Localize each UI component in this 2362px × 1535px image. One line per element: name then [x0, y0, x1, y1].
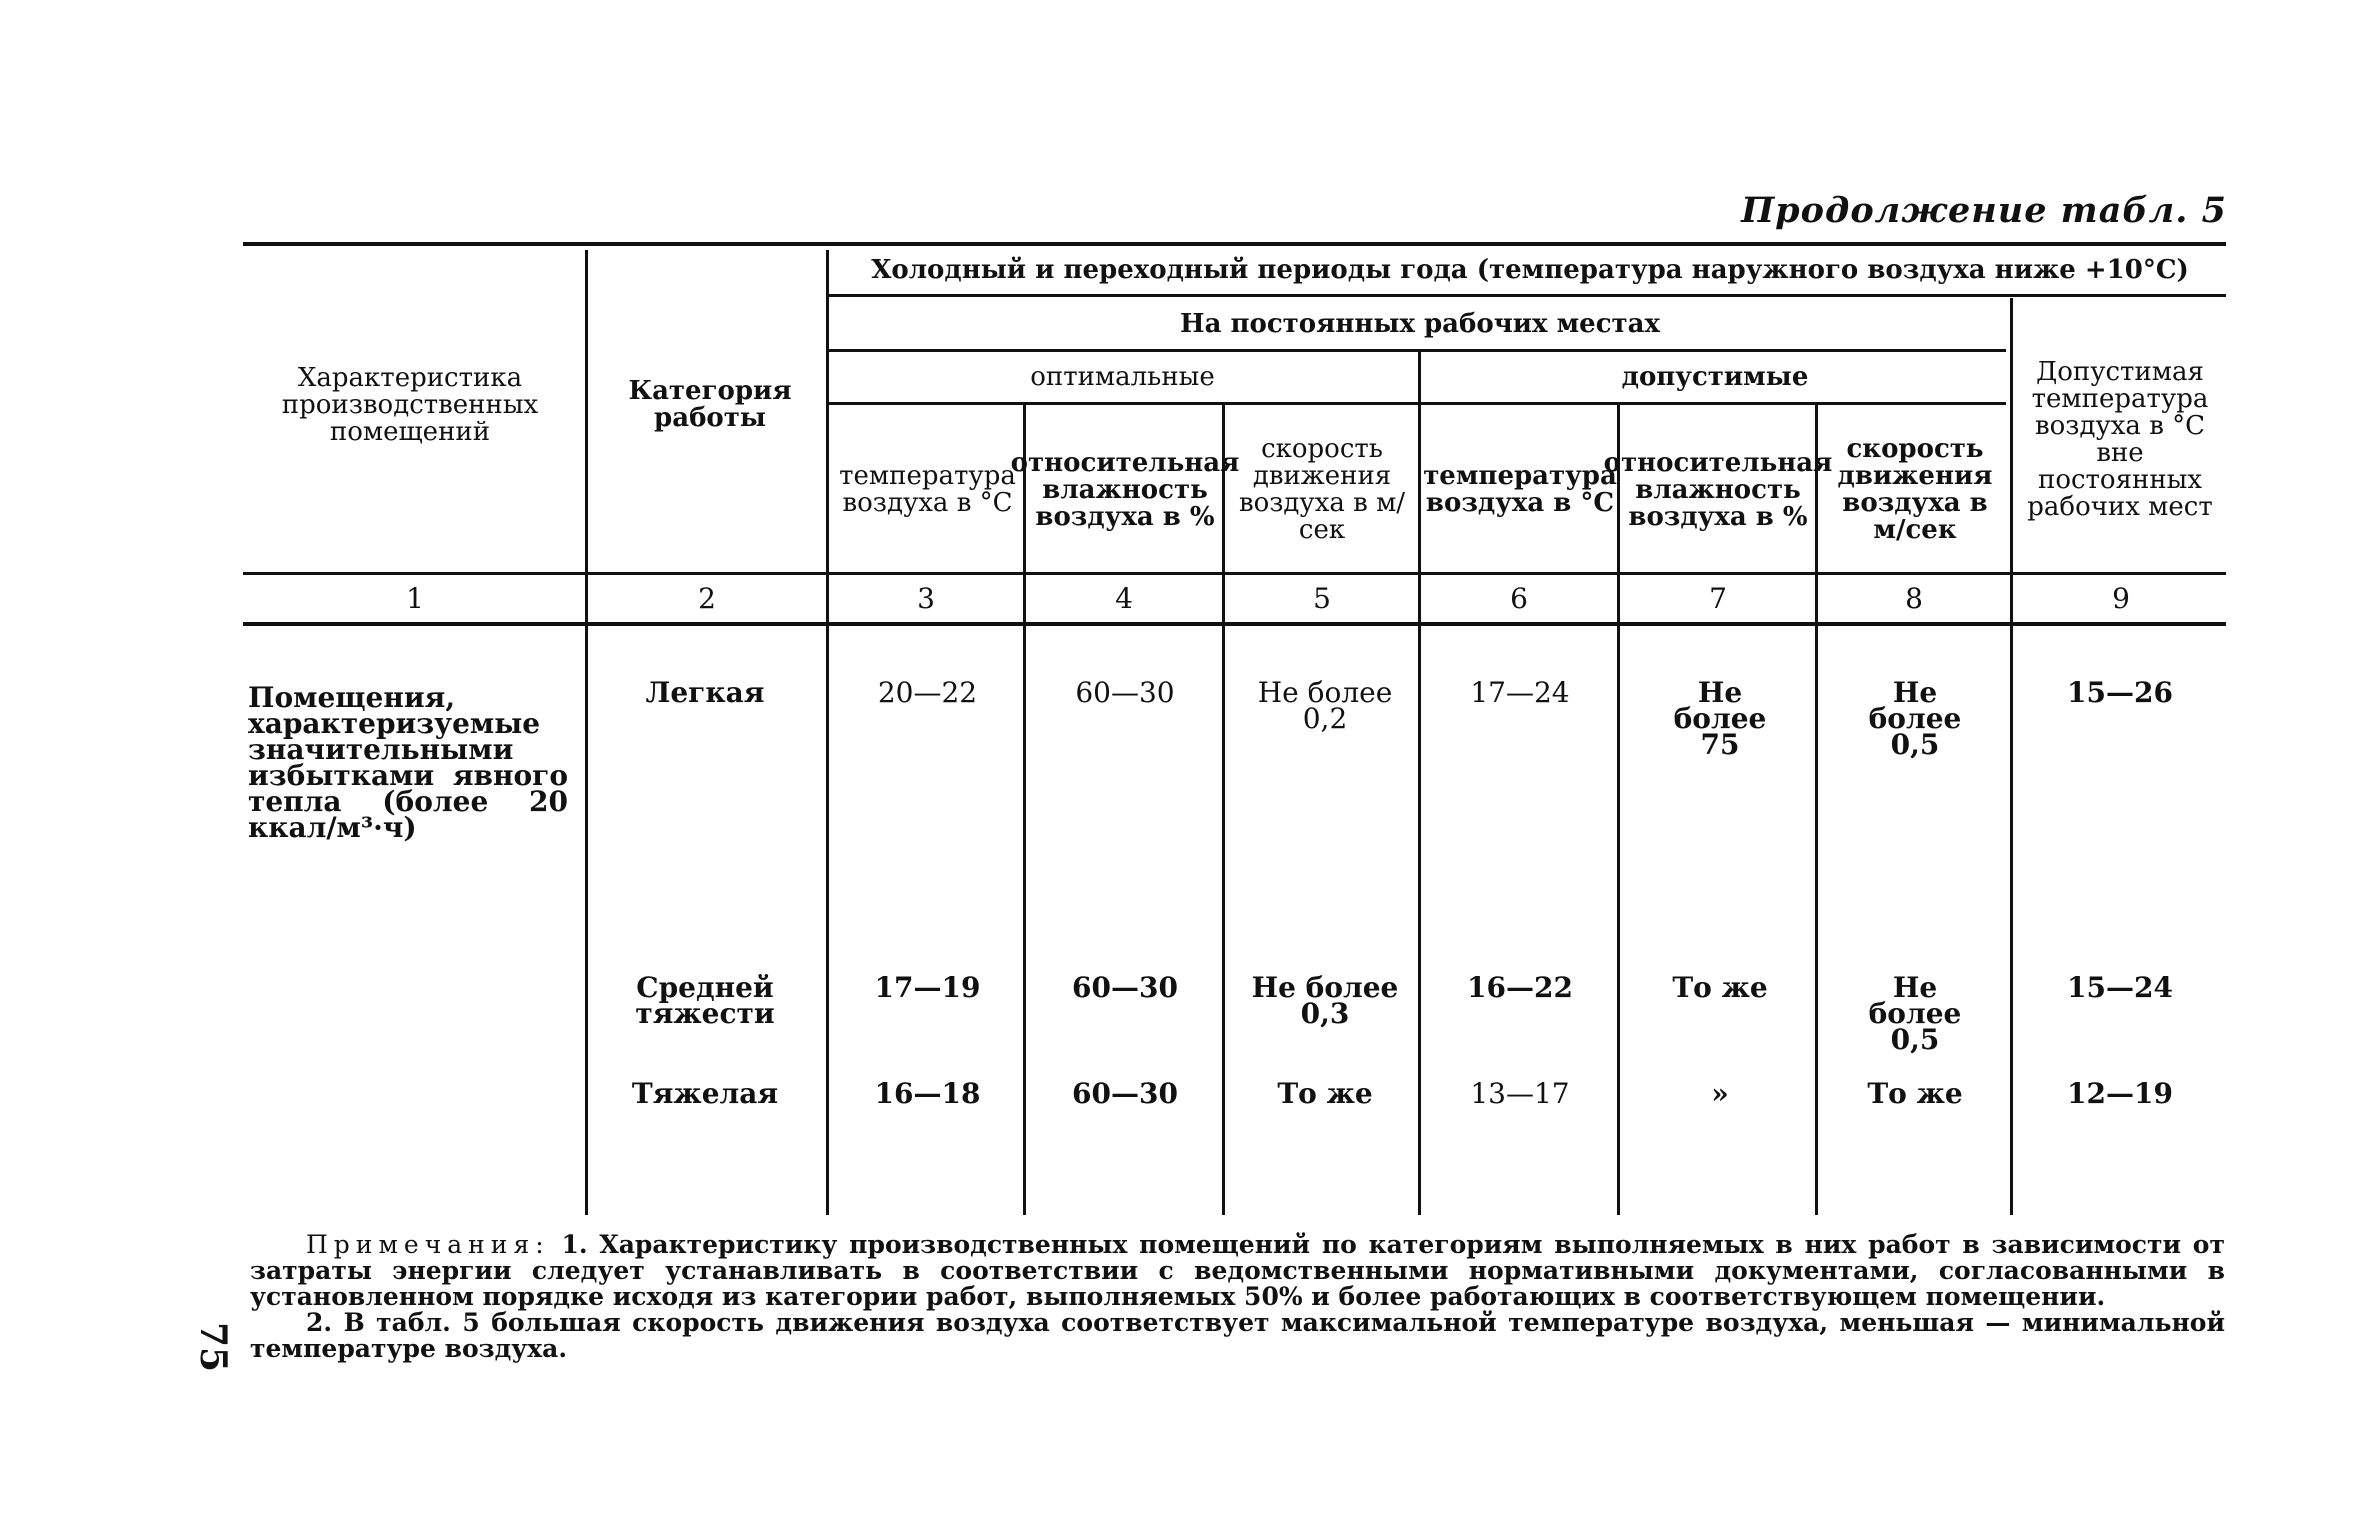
notes-label: Примечания:: [306, 1230, 550, 1259]
row2-opt-humidity: 60—30: [1072, 971, 1178, 1004]
permanent-rule: [828, 349, 2006, 352]
row1-allow-temp: 17—24: [1470, 676, 1570, 709]
header-allow-humidity: относительная влажность воздуха в %: [1603, 447, 1833, 532]
row2-outside-temp: 15—24: [2067, 971, 2173, 1004]
notes: [250, 1232, 2225, 1362]
row3-category: Тяжелая: [631, 1077, 779, 1110]
col-divider-2: [826, 250, 829, 1215]
numbers-bottom-rule: [243, 622, 2226, 626]
col-divider-5: [1418, 352, 1421, 1215]
note-1-text: 1. Характеристику производственных помещений по категориям выполняемых в них работ в зависимости от затраты энергии следует устанавливать в соответствии с ведомственными нормативными документами, согласованными в установленном порядке исходя из категории работ, выполняемых 50% и более работающих в соответствующем помещении.: [250, 1230, 2225, 1311]
row2-opt-speed: Не более 0,3: [1251, 971, 1399, 1030]
row3-allow-humidity: »: [1711, 1077, 1729, 1110]
header-opt-humidity: относительная влажность воздуха в %: [1010, 447, 1240, 532]
col-number-6: 6: [1510, 581, 1528, 615]
row3-outside-temp: 12—19: [2067, 1077, 2173, 1110]
col-divider-8: [2010, 298, 2013, 1215]
header-allowed: допустимые: [1621, 361, 1809, 392]
row1-allow-humidity: Не более 75: [1673, 676, 1767, 761]
row2-allow-temp: 16—22: [1467, 971, 1573, 1004]
header-opt-temp: температура воздуха в °C: [839, 461, 1016, 518]
col-number-3: 3: [917, 581, 935, 615]
col-divider-1: [585, 250, 588, 1215]
header-outside-temp: Допустимая температура воздуха в °C вне постоянных рабочих мест: [2027, 357, 2213, 522]
header-permanent-workplaces: На постоянных рабочих местах: [1180, 308, 1660, 339]
row3-opt-humidity: 60—30: [1072, 1077, 1178, 1110]
page-number: 75: [192, 1321, 235, 1373]
row1-opt-humidity: 60—30: [1075, 676, 1175, 709]
col-number-7: 7: [1709, 581, 1727, 615]
row3-allow-temp: 13—17: [1470, 1077, 1570, 1110]
row2-allow-humidity: То же: [1672, 971, 1768, 1004]
row3-allow-speed: То же: [1867, 1077, 1963, 1110]
col-number-2: 2: [698, 581, 716, 615]
col-number-1: 1: [406, 581, 424, 615]
header-allow-speed: скорость движения воздуха в м/сек: [1837, 434, 1993, 545]
header-opt-speed: скорость движения воздуха в м/сек: [1238, 434, 1406, 545]
col-number-5: 5: [1313, 581, 1331, 615]
row2-category: Средней тяжести: [635, 971, 775, 1030]
header-period: Холодный и переходный периоды года (температура наружного воздуха ниже +10°C): [871, 254, 2189, 285]
period-rule: [828, 294, 2226, 297]
row3-opt-temp: 16—18: [874, 1077, 981, 1110]
col-number-4: 4: [1115, 581, 1133, 615]
header-bottom-rule: [243, 572, 2226, 575]
header-room-characteristic: Характеристика производственных помещений: [281, 362, 539, 447]
row1-opt-speed: Не более 0,2: [1257, 676, 1393, 735]
table-top-rule: [243, 242, 2226, 246]
row2-opt-temp: 17—19: [874, 971, 981, 1004]
row1-opt-temp: 20—22: [877, 676, 978, 709]
row1-outside-temp: 15—26: [2067, 676, 2173, 709]
header-optimal: оптимальные: [1030, 361, 1215, 392]
note-2: 2. В табл. 5 большая скорость движения воздуха соответствует максимальной температуре воздуха, меньшая — минимальной температуре воздуха.: [250, 1308, 2225, 1363]
subgroup-rule: [828, 402, 2006, 405]
header-allow-temp: температура воздуха в °C: [1423, 461, 1617, 518]
col-number-8: 8: [1905, 581, 1923, 615]
room-description: Помещения, характеризуемые значительными избытками явного тепла (более 20 ккал/м³·ч): [248, 681, 568, 844]
row3-opt-speed: То же: [1277, 1077, 1373, 1110]
header-work-category: Категория работы: [628, 376, 792, 433]
col-number-9: 9: [2112, 581, 2130, 615]
note-1: [250, 1232, 2225, 1310]
row2-allow-speed: Не более 0,5: [1868, 971, 1962, 1056]
continuation-label: Продолжение табл. 5: [1741, 190, 2227, 231]
row1-allow-speed: Не более 0,5: [1868, 676, 1962, 761]
row1-category: Легкая: [645, 676, 765, 709]
